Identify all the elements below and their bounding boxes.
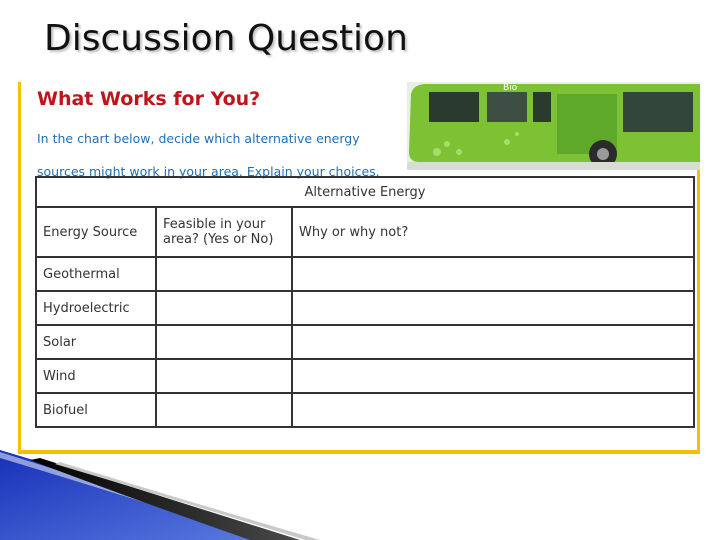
table-row — [36, 325, 694, 359]
slide-title: Discussion Question — [44, 18, 408, 59]
column-header-why: Why or why not? — [292, 207, 694, 257]
bus-logo-text: Bio — [503, 83, 518, 93]
feasible-cell — [156, 325, 292, 359]
alternative-energy-table — [35, 176, 695, 428]
decorative-swoosh — [0, 450, 720, 540]
why-cell — [292, 359, 694, 393]
energy-source-cell: Geothermal — [36, 257, 156, 291]
table-row — [36, 359, 694, 393]
worksheet-image — [18, 82, 700, 454]
why-cell — [292, 291, 694, 325]
why-cell — [292, 257, 694, 291]
column-header-energy-source: Energy Source — [36, 207, 156, 257]
energy-source-cell: Hydroelectric — [36, 291, 156, 325]
column-header-feasible: Feasible in your area? (Yes or No) — [156, 207, 292, 257]
bus-photo — [407, 82, 700, 170]
why-cell — [292, 393, 694, 427]
feasible-cell — [156, 291, 292, 325]
why-cell — [292, 325, 694, 359]
feasible-cell — [156, 393, 292, 427]
energy-source-cell: Biofuel — [36, 393, 156, 427]
feasible-cell — [156, 359, 292, 393]
table-caption: Alternative Energy — [36, 177, 694, 207]
energy-source-cell: Solar — [36, 325, 156, 359]
table-row — [36, 257, 694, 291]
worksheet-instructions: In the chart below, decide which alternative energy sources might work in your area. Explain your choices. — [37, 131, 380, 179]
table-row — [36, 393, 694, 427]
feasible-cell — [156, 257, 292, 291]
energy-source-cell: Wind — [36, 359, 156, 393]
table-row — [36, 291, 694, 325]
worksheet-heading: What Works for You? — [37, 88, 261, 110]
